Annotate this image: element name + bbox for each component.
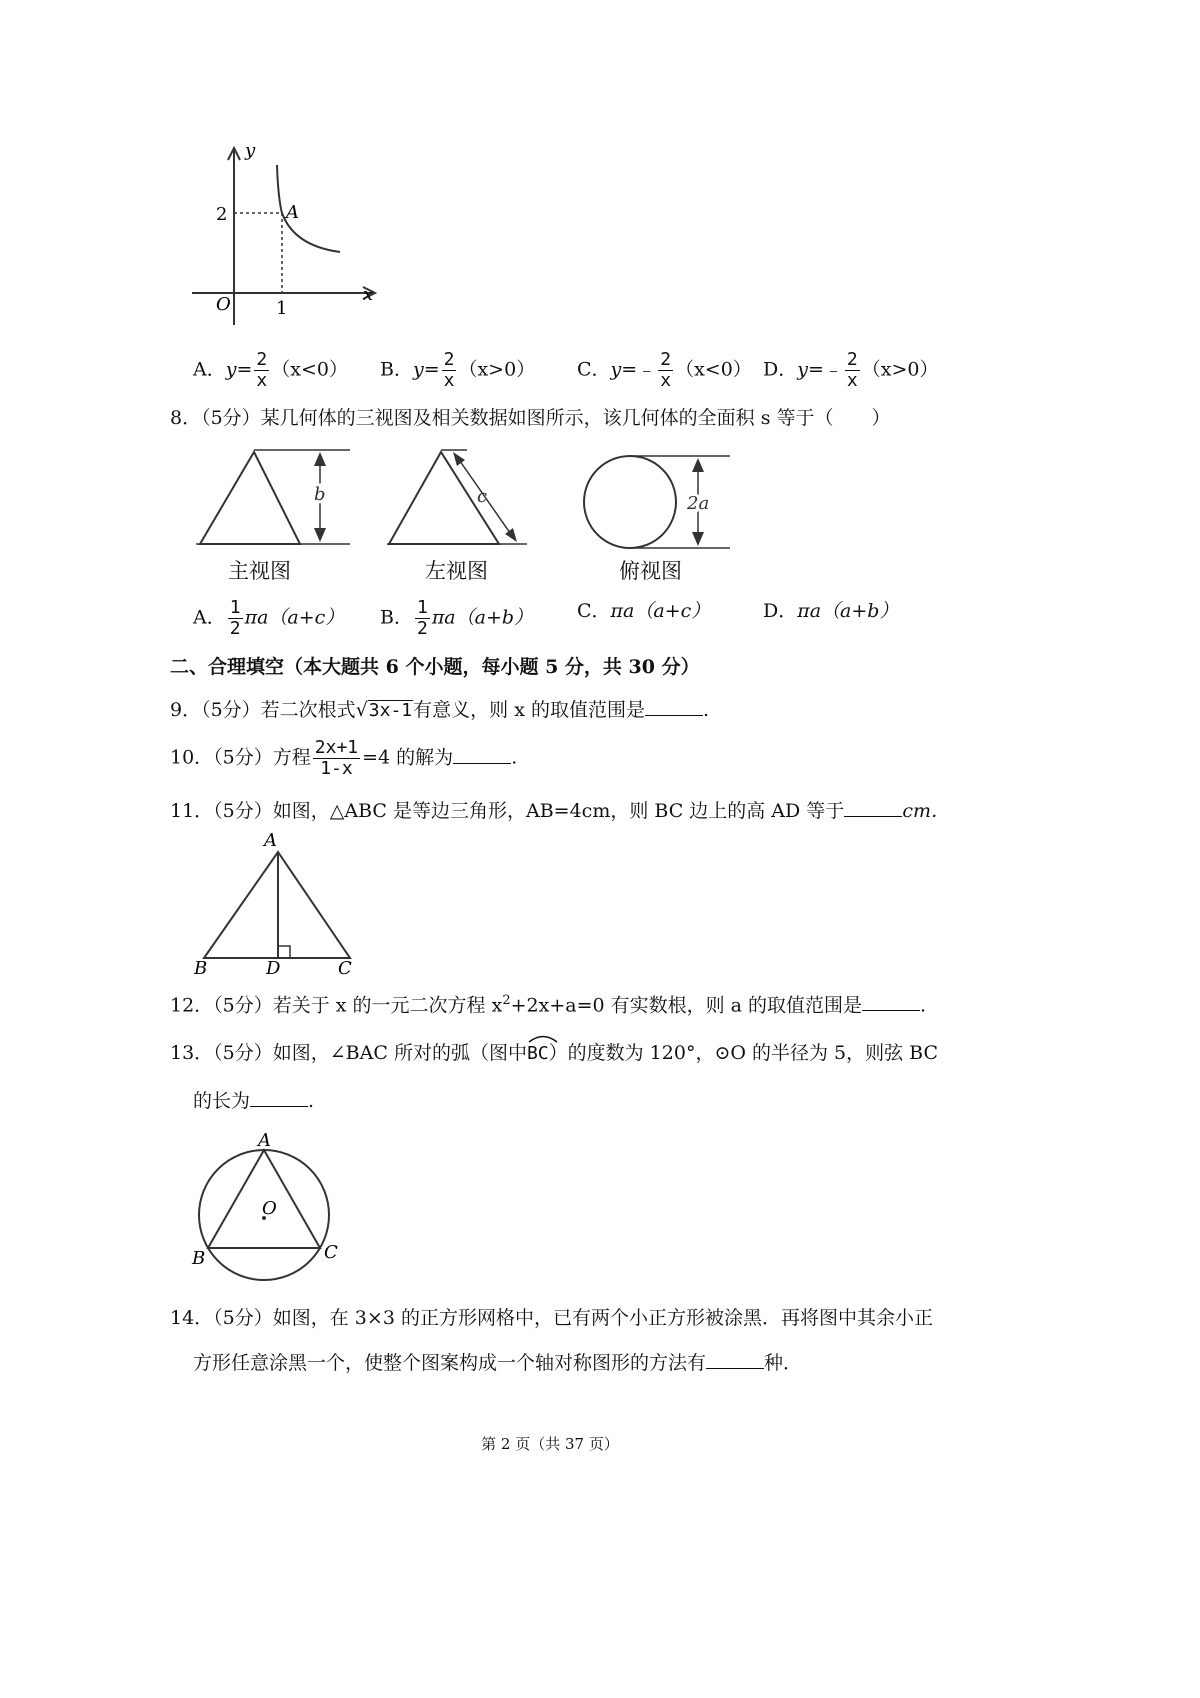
side-view-diagram xyxy=(385,440,535,555)
circle-center-label: O xyxy=(262,1198,277,1219)
front-view-diagram xyxy=(190,440,360,555)
section-heading: 二、合理填空（本大题共 6 个小题，每小题 5 分，共 30 分） xyxy=(170,656,700,678)
vertex-c-label: C xyxy=(338,958,352,978)
x-axis-label: x xyxy=(363,284,374,305)
y-axis-label: y xyxy=(245,140,256,161)
q14-line2: 方形任意涂黑一个，使整个图案构成一个轴对称图形的方法有 种． xyxy=(193,1352,803,1374)
side-view-caption: 左视图 xyxy=(425,560,488,583)
page-footer: 第 2 页（共 37 页） xyxy=(481,1435,619,1453)
q11-text: 11．（5分）如图，△ABC 是等边三角形，AB=4cm，则 BC 边上的高 AD 等于 cm． xyxy=(170,800,950,822)
q8-stem: 8．（5分）某几何体的三视图及相关数据如图所示，该几何体的全面积 s 等于（ ） xyxy=(170,407,891,429)
q13-answer-blank[interactable] xyxy=(250,1088,308,1107)
arc-symbol: BC xyxy=(527,1041,549,1067)
front-view-caption: 主视图 xyxy=(228,560,291,583)
top-view-diagram xyxy=(580,440,740,555)
q11-answer-blank[interactable] xyxy=(844,798,902,817)
side-view-label: c xyxy=(477,486,488,507)
q13-line1: 13．（5分）如图，∠BAC 所对的弧（图中 BC）的度数为 120°，⊙O 的半径为 5，则弦 BC xyxy=(170,1040,938,1067)
point-label: A xyxy=(286,202,299,223)
q8-option-a: A． $\frac{1}{2}$ πa（a+c） xyxy=(193,597,345,639)
q7-option-c: C．y=﹣ $\frac{2}{x}$ （x<0） xyxy=(577,349,752,391)
q8-option-d: D．πa（a+b） xyxy=(763,600,899,622)
vertex-b-label: B xyxy=(194,958,208,978)
q9-answer-blank[interactable] xyxy=(645,697,703,716)
vertex-d-label: D xyxy=(266,958,281,978)
q7-option-d: D．y=﹣ $\frac{2}{x}$ （x>0） xyxy=(763,349,939,391)
tick-label-x: 1 xyxy=(276,298,288,319)
circle-point-c-label: C xyxy=(324,1242,338,1263)
q7-option-a: A．y= $\frac{2}{x}$ （x<0） xyxy=(193,349,348,391)
inscribed-triangle-diagram xyxy=(188,1130,348,1285)
q13-line2: 的长为 . xyxy=(193,1090,315,1112)
circle-point-a-label: A xyxy=(258,1130,271,1151)
top-view-label: 2a xyxy=(687,493,710,514)
hyperbola-graph xyxy=(190,140,390,330)
top-view-caption: 俯视图 xyxy=(619,560,682,583)
front-view-label: b xyxy=(314,484,326,505)
q14-line1: 14．（5分）如图，在 3×3 的正方形网格中，已有两个小正方形被涂黑．再将图中其余小正 xyxy=(170,1307,933,1329)
equilateral-triangle-diagram xyxy=(190,828,360,978)
q7-option-b: B．y= $\frac{2}{x}$ （x>0） xyxy=(380,349,536,391)
tick-label-y: 2 xyxy=(216,204,228,225)
q8-option-b: B． $\frac{1}{2}$ πa（a+b） xyxy=(380,597,534,639)
q12-text: 12．（5分）若关于 x 的一元二次方程 $x^2+2x+a=0$ 有实数根，则 a 的取值范围是 . xyxy=(170,993,927,1017)
q12-answer-blank[interactable] xyxy=(862,992,920,1011)
q9-text: 9．（5分）若二次根式√3x-1有意义，则 x 的取值范围是 . xyxy=(170,699,709,721)
origin-label: O xyxy=(216,294,231,315)
q14-answer-blank[interactable] xyxy=(706,1350,764,1369)
q8-option-c: C．πa（a+c） xyxy=(577,600,711,622)
q10-answer-blank[interactable] xyxy=(453,745,511,764)
q10-text: 10．（5分）方程 $\frac{2x+1}{1-x}$ =4 的解为 . xyxy=(170,737,518,779)
vertex-a-label: A xyxy=(264,830,277,851)
circle-point-b-label: B xyxy=(192,1248,206,1269)
